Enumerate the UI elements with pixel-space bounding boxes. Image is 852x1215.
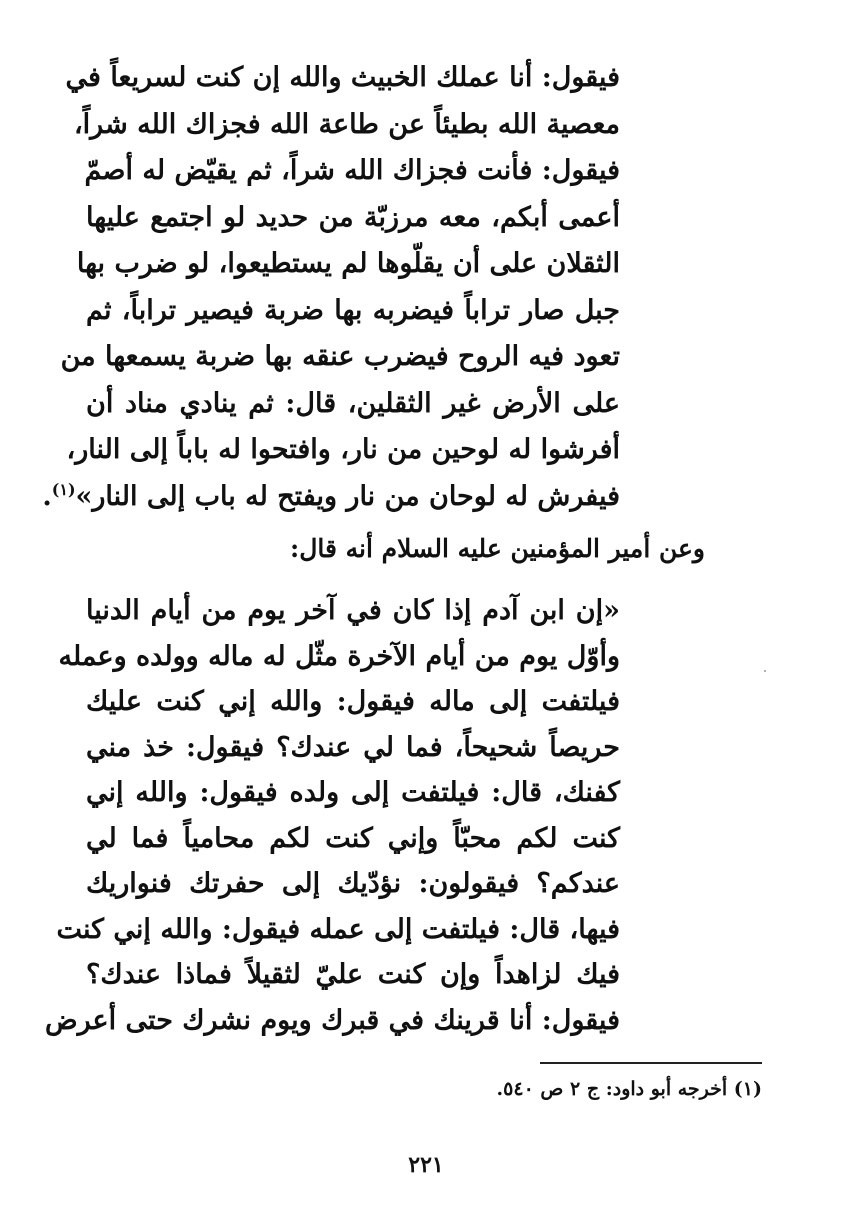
paragraph-1-line: تعود فيه الروح فيضرب عنقه بها ضربة يسمعها من: [60, 341, 620, 372]
paragraph-2-line: كفنك، قال: فيلتفت إلى ولده فيقول: والله إني: [86, 777, 620, 808]
paragraph-2-line: «إن ابن آدم إذا كان في آخر يوم من أيام الدنيا: [86, 595, 620, 626]
paragraph-1-line: الثقلان على أن يقلّوها لم يستطيعوا، لو ضرب بها: [76, 248, 620, 279]
page-number: ٢٢١: [408, 1152, 444, 1178]
paragraph-1: [42, 55, 620, 520]
intro-line: [289, 532, 705, 566]
paragraph-2-line: فيلتفت إلى ماله فيقول: والله إني كنت عليك: [86, 686, 620, 717]
paragraph-2-line: فيها، قال: فيلتفت إلى عمله فيقول: والله إني كنت: [56, 913, 620, 945]
footnote-divider: [540, 1062, 762, 1064]
paragraph-2-line: عندكم؟ فيقولون: نؤدّيك إلى حفرتك فنواريك: [86, 868, 620, 899]
paragraph-1-last-line: [42, 474, 620, 521]
footnote-marker: (١): [733, 1078, 762, 1100]
paragraph-1-line: جبل صار تراباً فيضربه بها ضربة فيصير تراباً، ثم: [86, 294, 620, 326]
paragraph-1-line: أفرشوا له لوحين من نار، وافتحوا له باباً إلى النار،: [66, 434, 620, 465]
paragraph-1-line: معصية الله بطيئاً عن طاعة الله فجزاك الله شراً،: [73, 108, 620, 140]
paragraph-1-line: فيقول: فأنت فجزاك الله شراً، ثم يقيّض له أصمّ: [84, 155, 620, 186]
paragraph-1-line: على الأرض غير الثقلين، قال: ثم ينادي مناد أن: [86, 387, 620, 419]
paragraph-2-line: حريصاً شحيحاً، فما لي عندك؟ فيقول: خذ مني: [86, 731, 620, 763]
paragraph-1-line-text: فيفرش له لوحان من نار ويفتح له باب إلى النار»: [75, 480, 620, 512]
paragraph-2-line: كنت لكم محبّاً وإني كنت لكم محامياً فما لي: [86, 822, 620, 854]
scan-speck: [764, 670, 766, 672]
intro-line-text: وعن أمير المؤمنين عليه السلام أنه قال:: [289, 534, 705, 563]
paragraph-2-line: فيك لزاهداً وإن كنت عليّ لثقيلاً فماذا عندك؟: [86, 959, 620, 990]
paragraph-2-line: فيقول: أنا قرينك في قبرك ويوم نشرك حتى أعرض: [45, 1004, 620, 1036]
paragraph-1-end-punctuation: .: [42, 480, 52, 512]
paragraph-2-line: وأوّل يوم من أيام الآخرة مثّل له ماله وولده وعمله: [58, 640, 620, 672]
footnote: [300, 1072, 762, 1106]
footnote-text: أخرجه أبو داود: ج ٢ ص ٥٤٠.: [496, 1078, 728, 1100]
footnote-reference-marker[interactable]: (١): [51, 479, 76, 499]
paragraph-2: [45, 588, 620, 1043]
paragraph-1-line: أعمى أبكم، معه مرزبّة من حديد لو اجتمع عليها: [86, 201, 620, 233]
paragraph-1-line: فيقول: أنا عملك الخبيث والله إن كنت لسريعاً في: [65, 62, 620, 93]
